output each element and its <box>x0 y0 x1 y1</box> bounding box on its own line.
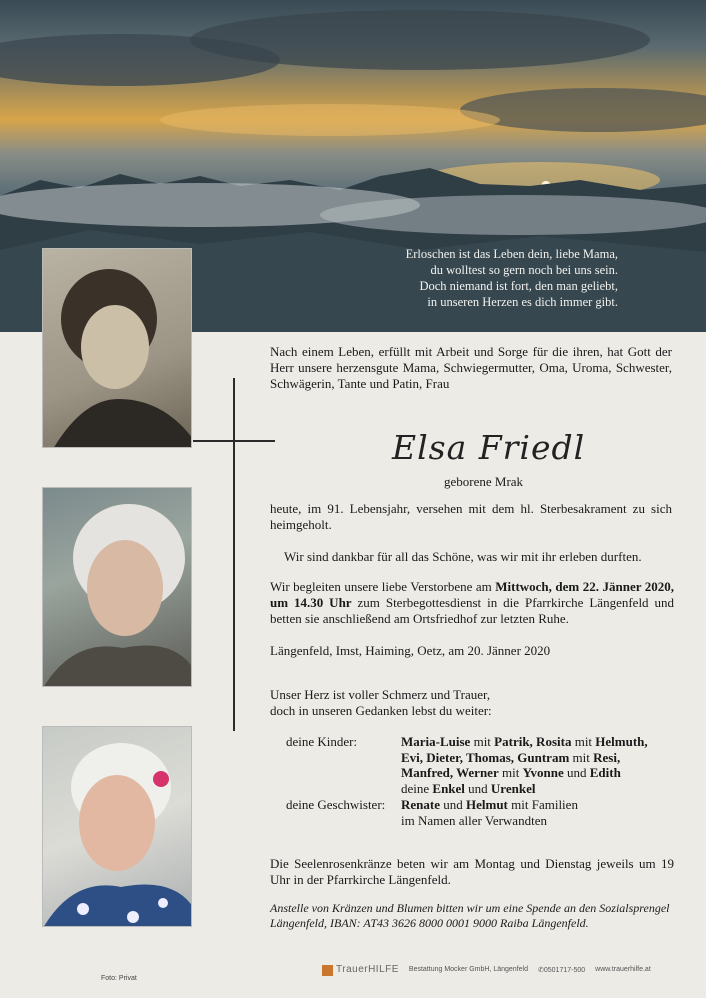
cross-horizontal <box>193 440 275 442</box>
portrait-photo-young <box>42 248 192 448</box>
brand-name: TrauerHILFE <box>336 964 399 975</box>
portrait-photo-elderly <box>42 487 192 687</box>
heart-text <box>270 687 674 719</box>
funeral-text-part: zum Sterbegottesdienst in die Pfarrkirche Längenfeld und betten sie anschließend am Ortsfriedhof zur letzten Ruhe. <box>270 595 674 627</box>
photo-credit: Foto: Privat <box>101 975 137 982</box>
siblings-line: Renate und Helmut mit Familien <box>401 797 578 812</box>
brand-logo <box>322 964 399 976</box>
heart-line: Unser Herz ist voller Schmerz und Trauer, <box>270 687 491 702</box>
phone-icon: ✆ <box>538 966 544 974</box>
poem-line: Erloschen ist das Leben dein, liebe Mama, <box>405 247 618 261</box>
portrait-photo-flower <box>42 726 192 927</box>
children-line: Maria-Luise mit Patrik, Rosita mit Helmuth, <box>401 734 648 749</box>
poem-line: Doch niemand ist fort, den man geliebt, <box>419 279 618 293</box>
funeral-text-part: Wir begleiten unsere liebe Verstorbene am <box>270 579 496 594</box>
company-name: Bestattung Mocker GmbH, Längenfeld <box>408 966 528 974</box>
relatives-line: im Namen aller Verwandten <box>401 812 547 828</box>
intro-text: Nach einem Leben, erfüllt mit Arbeit und Sorge für die ihren, hat Gott der Herr unsere herzensgute Mama, Schwiegermutter, Oma, Uroma, Schwester, Schwägerin, Tante und Patin, Frau <box>270 344 672 392</box>
children-list <box>401 734 691 796</box>
funeral-date: Mittwoch, dem 22. Jänner 2020, um 14.30 Uhr <box>270 579 674 611</box>
logo-icon <box>322 965 333 976</box>
place-date: Längenfeld, Imst, Haiming, Oetz, am 20. Jänner 2020 <box>270 643 551 658</box>
footer <box>322 964 692 976</box>
phone: ✆0501717-500 <box>538 966 586 974</box>
funeral-text <box>270 579 674 628</box>
poem <box>300 246 618 310</box>
poem-line: in unseren Herzen es dich immer gibt. <box>427 295 618 309</box>
deceased-name: Elsa Friedl <box>392 428 586 467</box>
children-line: deine Enkel und Urenkel <box>401 780 536 796</box>
rosary-text: Die Seelenrosenkränze beten wir am Montag und Dienstag jeweils um 19 Uhr in der Pfarrkirche Längenfeld. <box>270 856 674 888</box>
poem-line: du wolltest so gern noch bei uns sein. <box>430 263 618 277</box>
children-label: deine Kinder: <box>286 734 358 749</box>
children-line: Evi, Dieter, Thomas, Guntram mit Resi, <box>401 749 621 765</box>
website: www.trauerhilfe.at <box>595 966 651 974</box>
donation-text: Anstelle von Kränzen und Blumen bitten wir um eine Spende an den Sozialsprengel Längenfeld, IBAN: AT43 3626 8000 0001 9000 Raiba Längenfeld. <box>270 901 670 930</box>
age-text: heute, im 91. Lebensjahr, versehen mit dem hl. Sterbesakrament zu sich heimgeholt. <box>270 501 672 533</box>
siblings-label: deine Geschwister: <box>286 797 386 812</box>
maiden-name: geborene Mrak <box>444 474 524 489</box>
cross-vertical <box>233 378 235 731</box>
heart-line: doch in unseren Gedanken lebst du weiter: <box>270 703 492 719</box>
thanks-text: Wir sind dankbar für all das Schöne, was wir mit ihr erleben durften. <box>284 549 642 564</box>
children-line: Manfred, Werner mit Yvonne und Edith <box>401 765 621 781</box>
siblings-list <box>401 797 691 828</box>
